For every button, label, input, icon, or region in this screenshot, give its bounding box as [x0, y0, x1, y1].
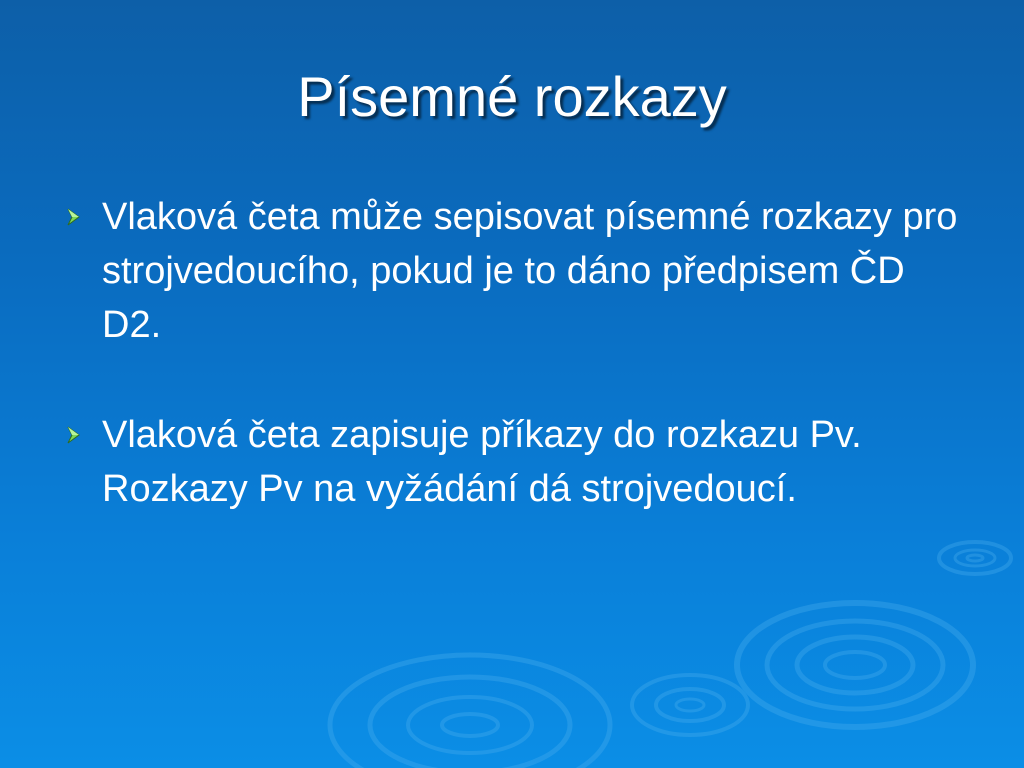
arrow-bullet-icon — [64, 206, 86, 228]
bullet-item — [60, 190, 960, 352]
slide-title: Písemné rozkazy — [297, 65, 727, 128]
bullet-item — [60, 408, 960, 516]
bullet-list — [60, 190, 960, 572]
arrow-bullet-icon — [64, 424, 86, 446]
bullet-text: Vlaková četa zapisuje příkazy do rozkazu Pv. Rozkazy Pv na vyžádání dá strojvedoucí. — [102, 414, 862, 510]
bullet-text: Vlaková četa může sepisovat písemné rozkazy pro strojvedoucího, pokud je to dáno předpisem ČD D2. — [102, 196, 958, 346]
